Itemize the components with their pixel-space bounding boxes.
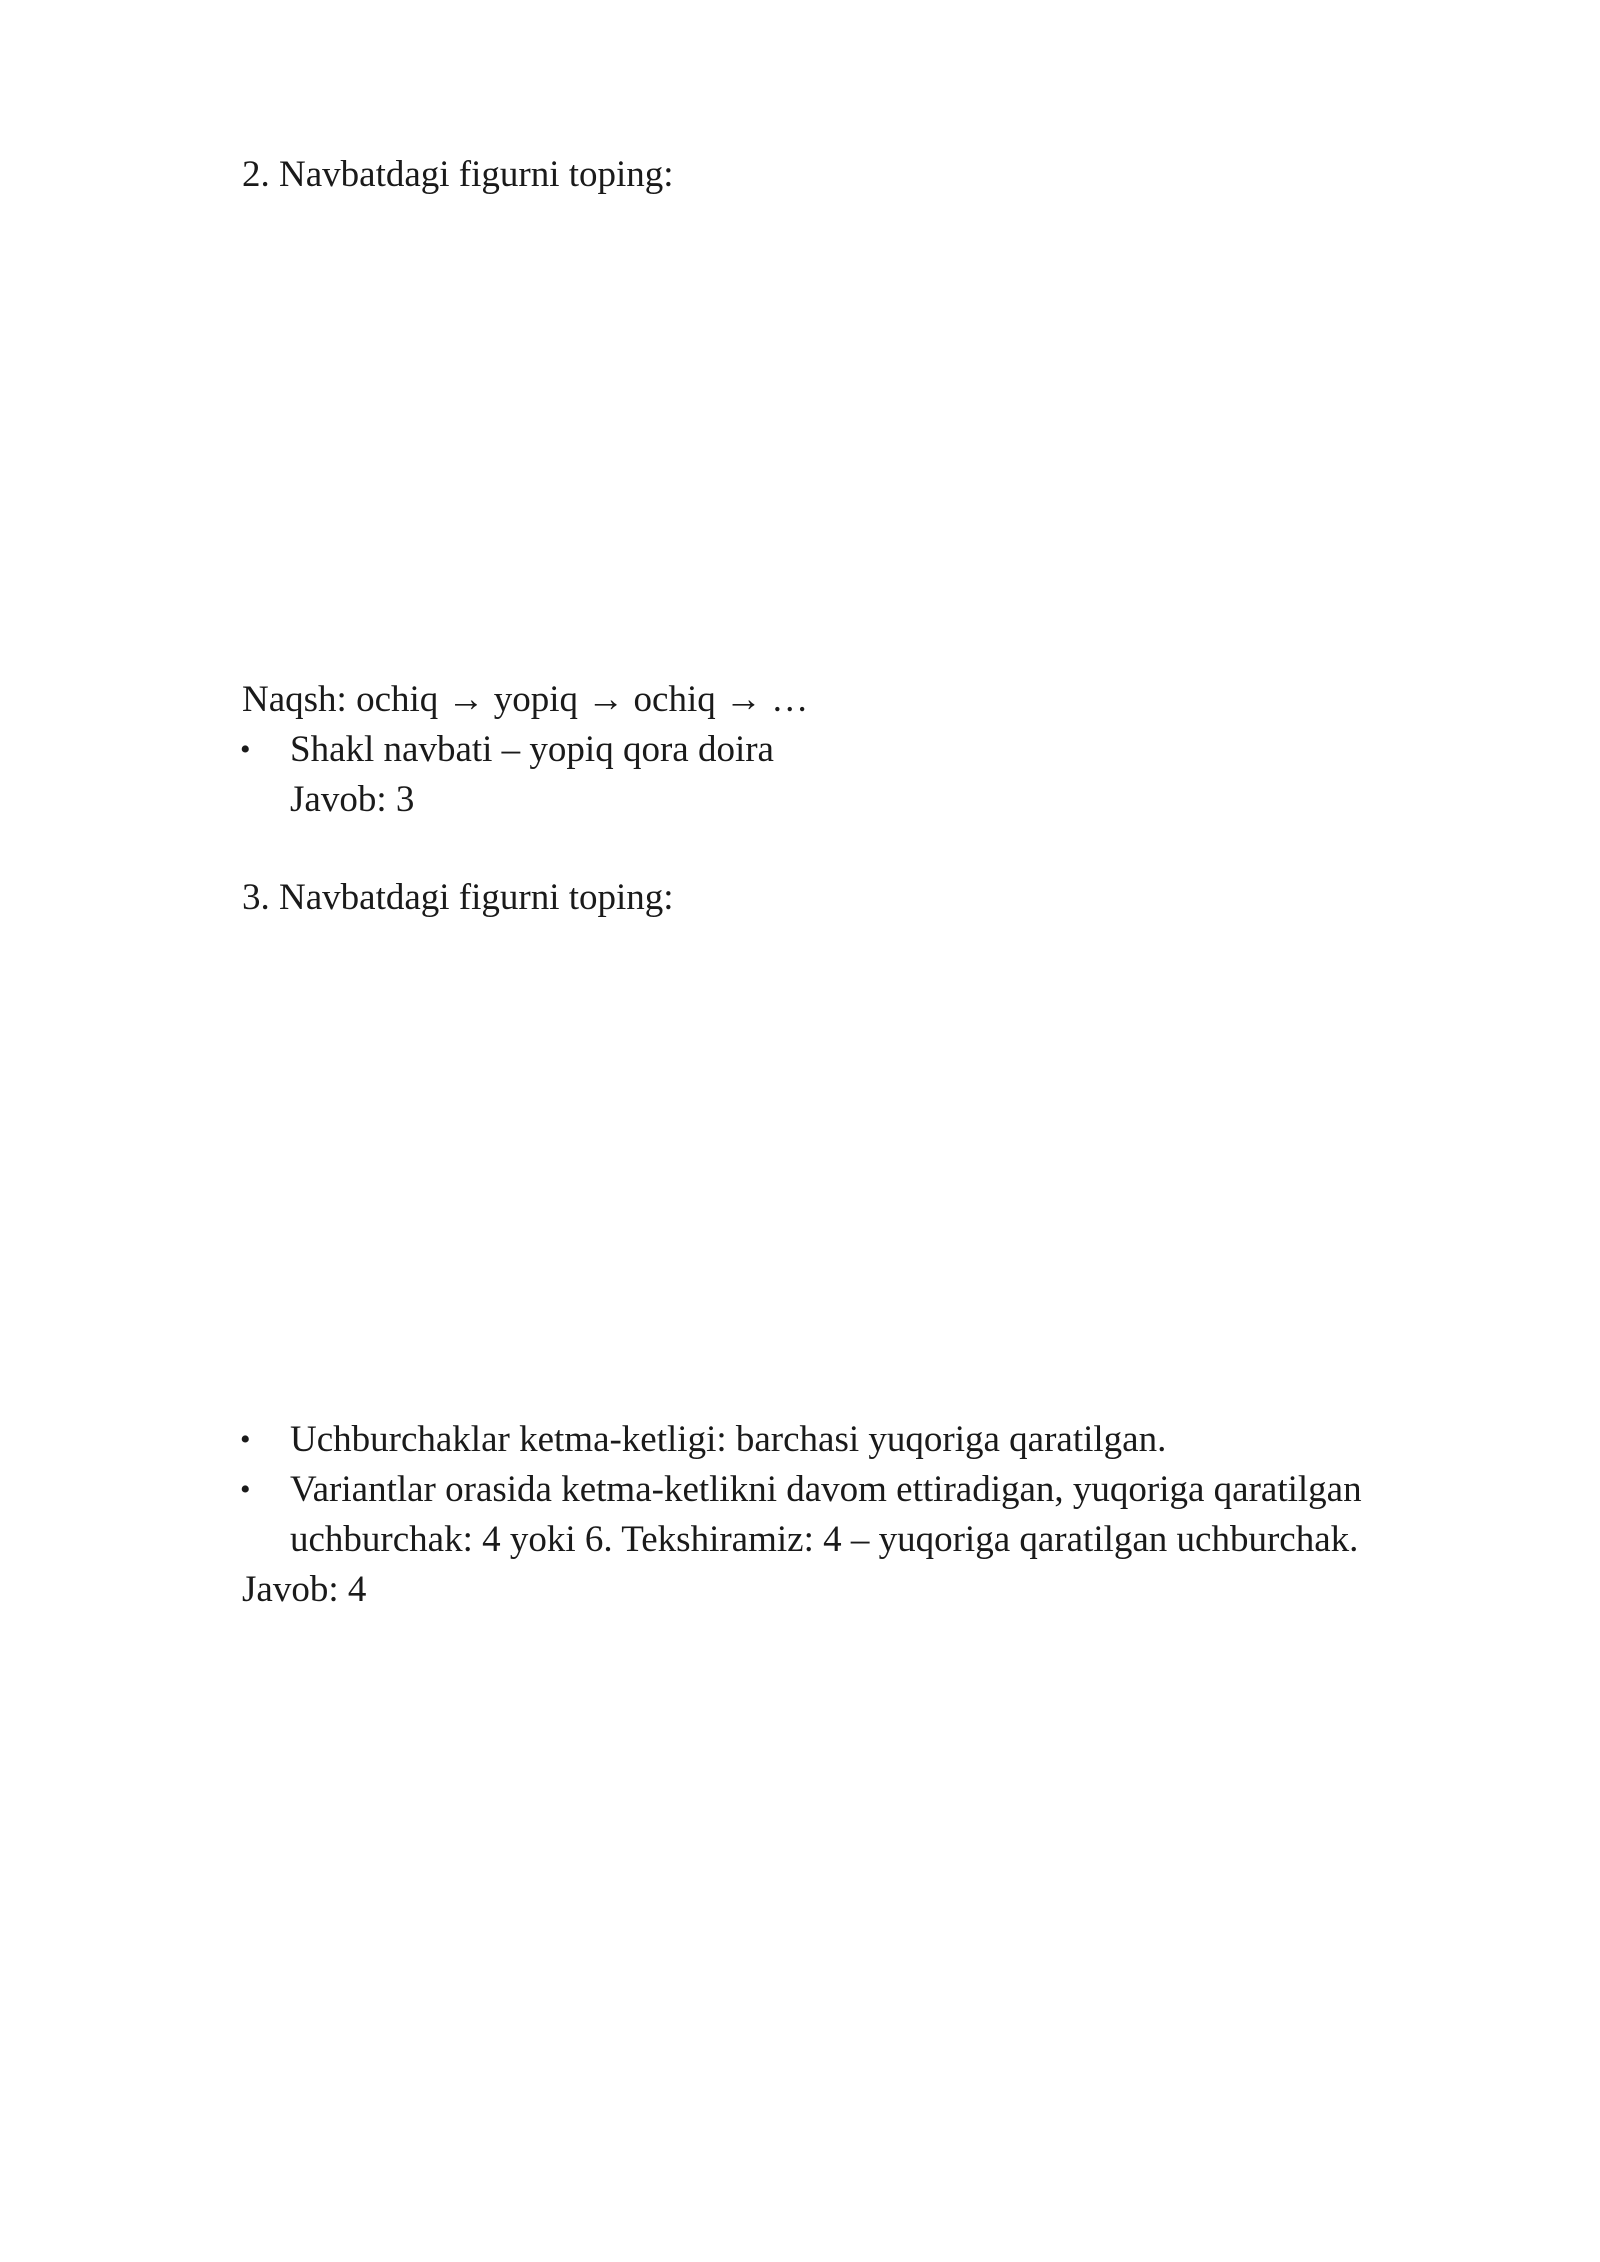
section-3-bullet-2-line-2: uchburchak: 4 yoki 6. Tekshiramiz: 4 – yuqoriga qaratilgan uchburchak.	[290, 1519, 1359, 1560]
section-3-heading: 3. Navbatdagi figurni toping:	[242, 877, 674, 918]
section-2-pattern: Naqsh: ochiq → yopiq → ochiq → …	[242, 679, 809, 720]
bullet-marker: •	[240, 733, 251, 766]
section-2-bullet-1-line-1: Shakl navbati – yopiq qora doira	[290, 729, 774, 770]
section-3-bullet-1-line-1: Uchburchaklar ketma-ketligi: barchasi yuqoriga qaratilgan.	[290, 1419, 1167, 1460]
section-2-answer: Javob: 3	[290, 779, 415, 820]
bullet-marker: •	[240, 1473, 251, 1506]
section-2-figure-area	[242, 210, 1342, 660]
section-3-answer: Javob: 4	[242, 1569, 367, 1610]
section-2-heading: 2. Navbatdagi figurni toping:	[242, 154, 674, 195]
section-3-figure-area	[242, 935, 1342, 1405]
section-3-bullet-2-line-1: Variantlar orasida ketma-ketlikni davom ettiradigan, yuqoriga qaratilgan	[290, 1469, 1362, 1510]
bullet-marker: •	[240, 1423, 251, 1456]
